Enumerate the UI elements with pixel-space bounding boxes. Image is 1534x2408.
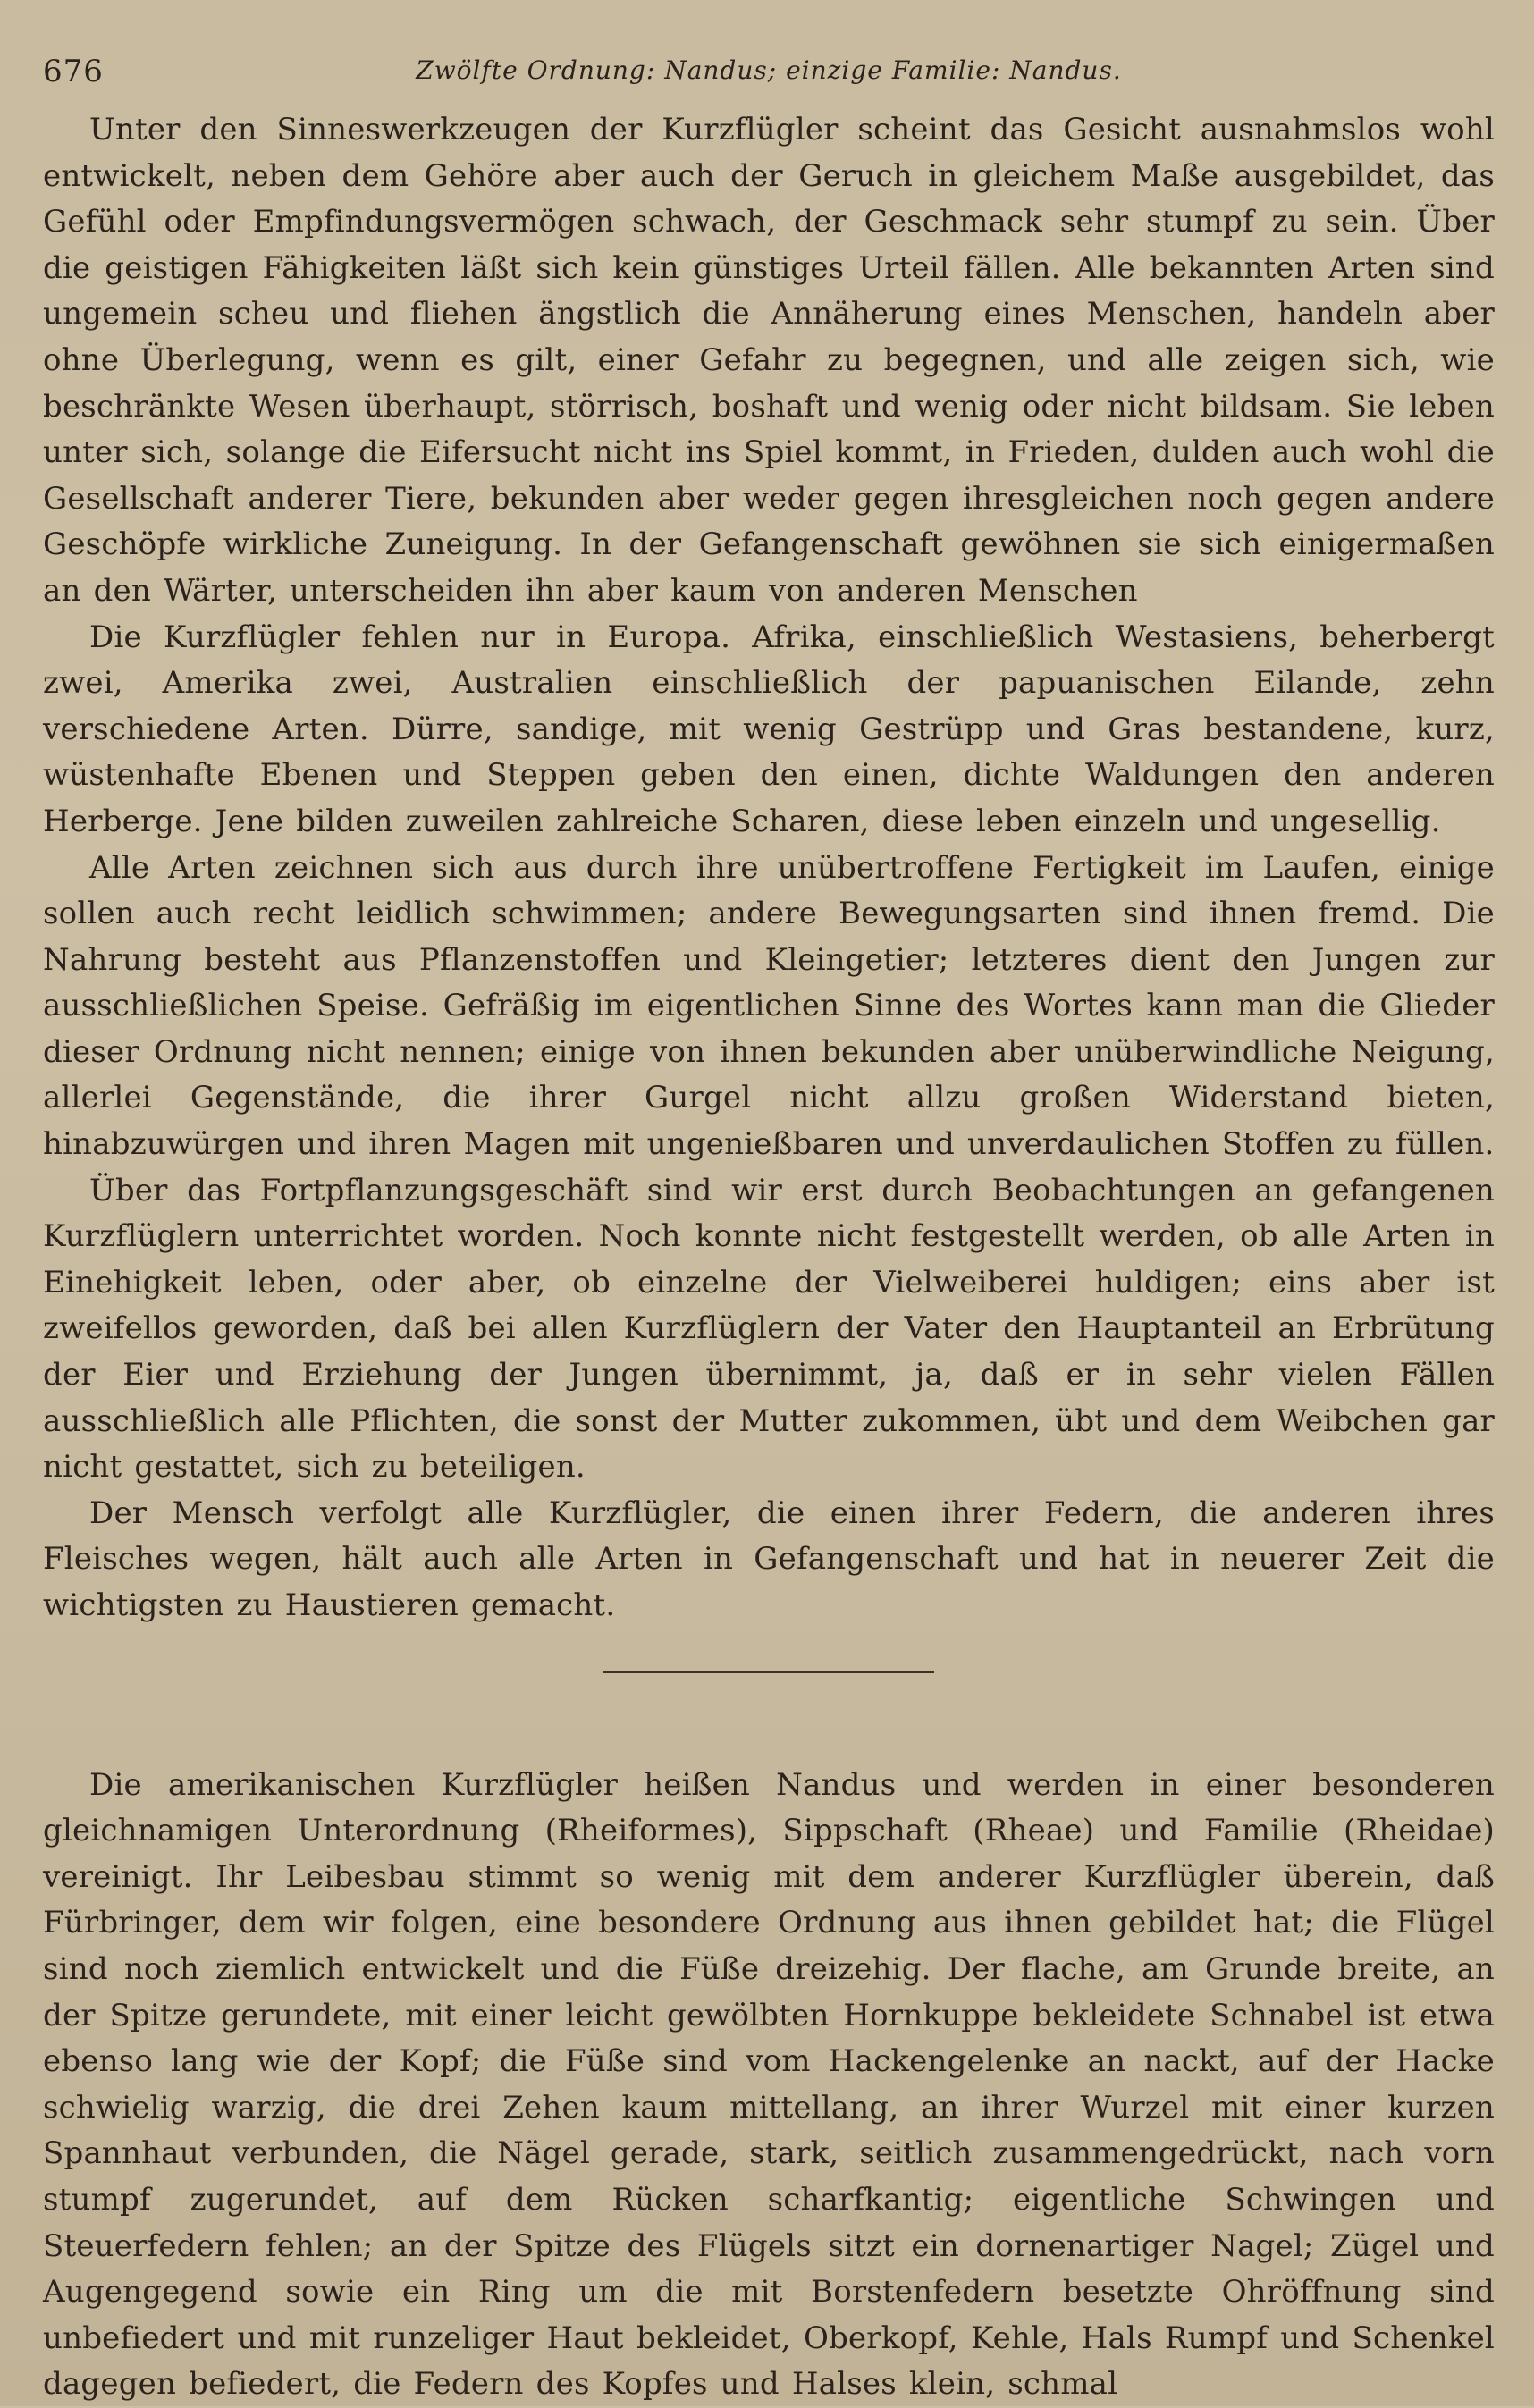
paragraph-locomotion-food: Alle Arten zeichnen sich aus durch ihre unübertroffene Fertigkeit im Laufen, einige sollen auch recht leidlich schwimmen; andere Bewegungsarten sind ihnen fremd. Die Nahrung besteht aus Pflanzenstoffen und Kleingetier; letzteres dient den Jungen zur ausschließlichen Speise. Gefräßig im eigentlichen Sinne des Wortes kann man die Glieder dieser Ordnung nicht nennen; einige von ihnen bekunden aber unüberwindliche Neigung, allerlei Gegenstände, die ihrer Gurgel nicht allzu großen Widerstand bieten, hinabzuwürgen und ihren Magen mit ungenießbaren und unverdaulichen Stoffen zu füllen. xyxy=(43,849,1495,1163)
page-header xyxy=(43,36,1495,107)
main-text xyxy=(43,107,1495,2408)
paragraph-senses: Unter den Sinneswerkzeugen der Kurzflügler scheint das Gesicht ausnahmslos wohl entwickelt, neben dem Gehöre aber auch der Geruch in gleichem Maße ausgebildet, das Gefühl oder Empfindungsvermögen schwach, der Geschmack sehr stumpf zu sein. Über die geistigen Fähigkeiten läßt sich kein günstiges Urteil fällen. Alle bekannten Arten sind ungemein scheu und fliehen ängstlich die Annäherung eines Menschen, handeln aber ohne Überlegung, wenn es gilt, einer Gefahr zu begegnen, und alle zeigen sich, wie beschränkte Wesen überhaupt, störrisch, boshaft und wenig oder nicht bildsam. Sie leben unter sich, solange die Eifersucht nicht ins Spiel kommt, in Frieden, dulden auch wohl die Gesellschaft anderer Tiere, bekunden aber weder gegen ihresgleichen noch gegen andere Geschöpfe wirkliche Zuneigung. In der Gefangenschaft gewöhnen sie sich einigermaßen an den Wärter, unterscheiden ihn aber kaum von anderen Menschen xyxy=(43,112,1495,609)
paragraph-reproduction: Über das Fortpflanzungsgeschäft sind wir erst durch Beobachtungen an gefangenen Kurzflüglern unterrichtet worden. Noch konnte nicht festgestellt werden, ob alle Arten in Einehigkeit leben, oder aber, ob einzelne der Vielweiberei huldigen; eins aber ist zweifellos geworden, daß bei allen Kurzflüglern der Vater den Hauptanteil an Erbrütung der Eier und Erziehung der Jungen übernimmt, ja, daß er in sehr vielen Fällen ausschließlich alle Pflichten, die sonst der Mutter zukommen, übt und dem Weibchen gar nicht gestattet, sich zu beteiligen. xyxy=(43,1172,1495,1486)
paragraph-distribution: Die Kurzflügler fehlen nur in Europa. Afrika, einschließlich Westasiens, beherbergt zwei, Amerika zwei, Australien einschließlich der papuanischen Eilande, zehn verschiedene Arten. Dürre, sandige, mit wenig Gestrüpp und Gras bestandene, kurz, wüstenhafte Ebenen und Steppen geben den einen, dichte Waldungen den anderen Herberge. Jene bilden zuweilen zahlreiche Scharen, diese leben einzeln und ungesellig. xyxy=(43,619,1495,839)
section-divider xyxy=(603,1671,934,1673)
paragraph-nandus-description: Die amerikanischen Kurzflügler heißen Nandus und werden in einer besonderen gleichnamigen Unterordnung (Rheiformes), Sippschaft (Rheae) und Familie (Rheidae) vereinigt. Ihr Leibesbau stimmt so wenig mit dem anderer Kurzflügler überein, daß Fürbringer, dem wir folgen, eine besondere Ordnung aus ihnen gebildet hat; die Flügel sind noch ziemlich entwickelt und die Füße dreizehig. Der flache, am Grunde breite, an der Spitze gerundete, mit einer leicht gewölbten Hornkuppe bekleidete Schnabel ist etwa ebenso lang wie der Kopf; die Füße sind vom Hackengelenke an nackt, auf der Hacke schwielig warzig, die drei Zehen kaum mittellang, an ihrer Wurzel mit einer kurzen Spannhaut verbunden, die Nägel gerade, stark, seitlich zusammengedrückt, nach vorn stumpf zugerundet, auf dem Rücken scharfkantig; eigentliche Schwingen und Steuerfedern fehlen; an der Spitze des Flügels sitzt ein dornenartiger Nagel; Zügel und Augengegend sowie ein Ring um die mit Borstenfedern besetzte Ohröffnung sind unbefiedert und mit runzeliger Haut bekleidet, Oberkopf, Kehle, Hals Rumpf und Schenkel dagegen befiedert, die Federn des Kopfes und Halses klein, schmal xyxy=(43,1766,1495,2403)
paragraph-human-use: Der Mensch verfolgt alle Kurzflügler, die einen ihrer Federn, die anderen ihres Fleisches wegen, hält auch alle Arten in Gefangenschaft und hat in neuerer Zeit die wichtigsten zu Haustieren gemacht. xyxy=(43,1494,1495,1623)
page-number: 676 xyxy=(43,54,104,89)
running-title: Zwölfte Ordnung: Nandus; einzige Familie: Nandus. xyxy=(416,55,1122,85)
